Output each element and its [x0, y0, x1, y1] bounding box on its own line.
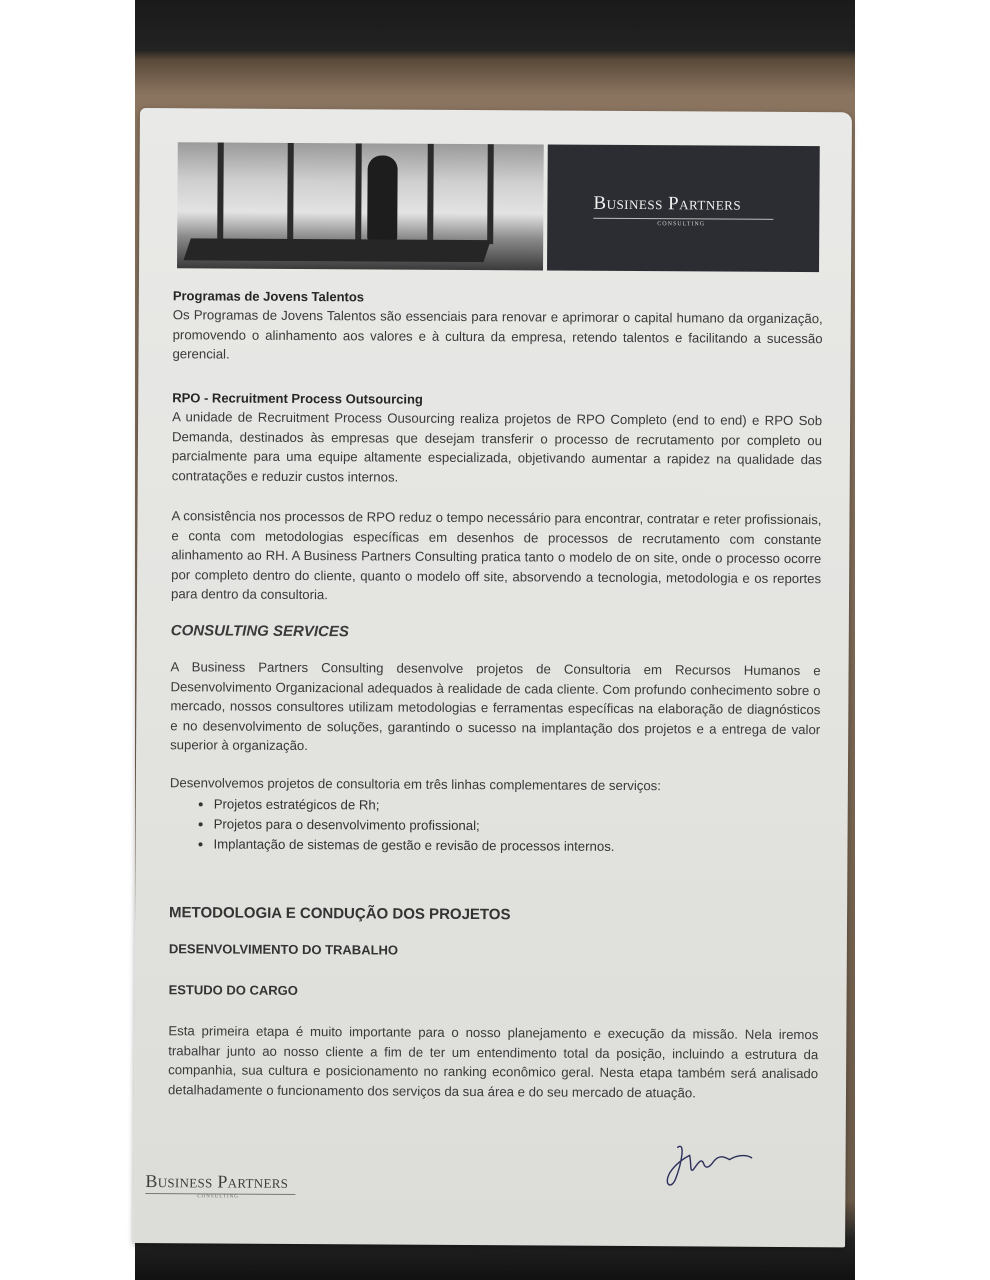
section-subtitle: DESENVOLVIMENTO DO TRABALHO [168, 941, 399, 958]
section-jovens-talentos [172, 288, 822, 367]
person-silhouette [367, 155, 398, 241]
office-photo [177, 142, 544, 270]
window-frame [487, 144, 494, 244]
section-body: A Business Partners Consulting desenvolve projetos de Consultoria em Recursos Humanos e Desenvolvimento Organizacional adequados à realidade de cada cliente. Com profundo conhecimento sobre o mercado, nossos consultores utilizam metodologias e ferramentas específicas na elaboração de diagnósticos e no desenvolvimento de soluções, garantindo o sucesso na implantação dos projetos e a entrega de valor superior à organização. [170, 659, 821, 754]
section-body: Esta primeira etapa é muito importante para o nosso planejamento e execução da missão. Nela iremos trabalhar junto ao nosso cliente a fim de ter um entendimento total da posição, incluindo a estrutura da companhia, sua cultura e posicionamento no ranking econômico geral. Nesta etapa também será analisado detalhadamente o funcionamento dos serviços da sua área e do seu mercado de atuação. [167, 1023, 819, 1100]
section-body: A consistência nos processos de RPO reduz o tempo necessário para encontrar, contratar e reter profissionais, e conta com metodologias específicas em desenhos de processos de recrutamento com constante alinhamento ao RH. A Business Partners Consulting pratica tanto o modelo de on site, onde o processo ocorre por completo dentro do cliente, quanto o modelo off site, absorvendo a tecnologia, metodologia e os reportes para dentro da consultoria. [170, 508, 822, 603]
section-title: RPO - Recruitment Process Outsourcing [172, 390, 423, 407]
list-item: • Implantação de sistemas de gestão e revisão de processos internos. [213, 834, 819, 858]
footer-logo [145, 1171, 295, 1200]
window-frame [427, 144, 434, 244]
section-subtitle: ESTUDO DO CARGO [168, 982, 298, 998]
document-page [133, 108, 852, 1247]
conference-table [183, 238, 490, 262]
services-list [169, 794, 819, 858]
section-rpo [172, 390, 823, 489]
section-title: CONSULTING SERVICES [170, 622, 349, 641]
signature-icon [655, 1133, 765, 1194]
window-frame [217, 142, 224, 242]
list-item: • Projetos estratégicos de Rh; [214, 794, 820, 818]
header-logo-subtext: CONSULTING [657, 221, 706, 228]
header-logo-text: Business Partners [593, 192, 742, 215]
section-title: Programas de Jovens Talentos [172, 288, 365, 305]
header-logo-panel [547, 144, 820, 272]
section-body: Os Programas de Jovens Talentos são essenciais para renovar e aprimorar o capital humano da organização, promovendo o alinhamento aos valores e à cultura da empresa, retendo talentos e facilitando a sucessão gerencial. [172, 307, 823, 362]
section-body: A unidade de Recruitment Process Ousourcing realiza projetos de RPO Completo (end to end) e RPO Sob Demanda, destinados às empresas que desejam transferir o processo de recrutamento por completo ou parcialmente para uma equipe altamente especializada, objetivando aumentar a rapidez na qualidade das contratações e reduzir custos internos. [171, 409, 823, 485]
section-consulting-services [169, 622, 820, 858]
window-frame [355, 143, 362, 243]
section-metodologia [168, 904, 819, 1103]
header-logo-rule [593, 218, 773, 220]
header-banner [177, 142, 820, 272]
section-title: METODOLOGIA E CONDUÇÃO DOS PROJETOS [169, 904, 511, 924]
footer-logo-subtext: CONSULTING [197, 1194, 239, 1200]
section-body: Desenvolvemos projetos de consultoria em três linhas complementares de serviços: [169, 774, 662, 793]
footer-logo-text: Business Partners [145, 1171, 289, 1192]
section-rpo-continued [171, 506, 822, 607]
window-frame [287, 143, 294, 243]
list-item: • Projetos para o desenvolvimento profissional; [214, 814, 820, 838]
